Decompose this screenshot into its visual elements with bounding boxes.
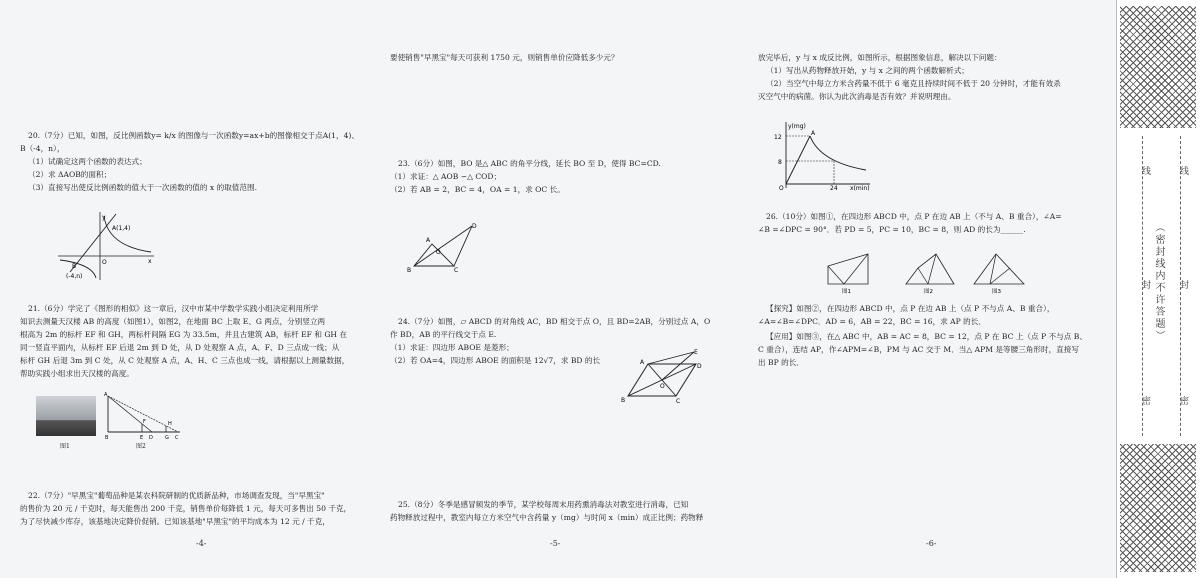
q21-line: 同一竖直平面内，从标杆 EF 后退 2m 到 D 处，从 D 处观察 A 点，A、F、D 三点成一线；从 (20, 343, 340, 352)
q20-label-o: O (102, 259, 107, 266)
page-number: -5- (550, 539, 561, 548)
q20-sub2: （2）求 ΔAOB的面积； (28, 170, 112, 179)
q21-line: 知识去测量天汉楼 AB 的高度（如图1），如图2，在地面 BC 上取 E、G 两点，分别竖立两 (20, 317, 326, 326)
question-20 (20, 129, 370, 194)
seal-mark-mid-right: 封 (1178, 280, 1188, 291)
q24-line2: 作 BD，AB 的平行线交于点 E. (390, 330, 497, 339)
tower-photo (36, 396, 96, 436)
q25-cont-sub2b: 灭空气中的病菌。你认为此次消毒是否有效？并说明理由。 (758, 92, 956, 101)
q24-line1: 24.（7分）如图，▱ ABCD 的对角线 AC，BD 相交于点 O，且 BD=2AB，分别过点 A，O (398, 317, 711, 326)
q23-sub1: （1）求证：△ AOB ∽△ COD； (390, 172, 502, 181)
q21-line: 帮助实践小组求出天汉楼的高度。 (20, 369, 134, 378)
q20-line2: B（-4，n）， (20, 144, 65, 153)
graph-tick-12: 12 (774, 134, 782, 141)
q23-line1: 23.（6分）如图，BO 是△ ABC 的角平分线，延长 BO 至 D，使得 BC=CD. (398, 159, 661, 168)
page-5 (390, 0, 750, 578)
page-number: -4- (196, 539, 207, 548)
q23-sub2: （2）若 AB = 2，BC = 4，OA = 1，求 OC 长。 (390, 185, 565, 194)
fig3-caption: 图3 (992, 289, 1001, 295)
page-4 (20, 0, 370, 578)
q25-cont-sub2a: （2）当空气中每立方米含药量不低于 6 毫克且持续时间不低于 20 分钟时，才能有效杀 (766, 79, 1061, 88)
q24-sub1: （1）求证：四边形 ABOE 是菱形； (390, 343, 514, 352)
q21-line: 标杆 GH 后退 3m 到 C 处，从 C 处观察 A 点，A、H、C 三点也成一线，请根据以上测量数据， (20, 356, 350, 365)
q25-cont-sub1: （1）写出从药物释放开始，y 与 x 之间的两个函数解析式； (766, 66, 969, 75)
q24-label-d: D (697, 363, 702, 370)
q23-label-a: A (426, 237, 431, 244)
graph-tick-24: 24 (830, 185, 838, 192)
fig2-caption: 图2 (924, 289, 933, 295)
q24-label-b: B (621, 397, 626, 404)
q20-label-y: y (102, 214, 106, 221)
q21-line: 21.（6分）学完了《图形的相似》这一章后，汉中市某中学数学实践小组决定利用所学 (28, 304, 319, 313)
apply-line3: 出 BP 的长． (758, 358, 804, 367)
q23-figure (406, 220, 482, 276)
q23-label-o: O (436, 249, 441, 256)
q20-line1: 20.（7分）已知，如图，反比例函数y= k/x 的图像与一次函数y=ax+b的图像相交于点A(1，4)、 (28, 131, 359, 140)
q22-line: 为了尽快减少库存，该基地决定降价促销。已知该基地"早黑宝"的平均成本为 12 元 / 千克， (20, 517, 330, 526)
q25-continued (758, 51, 1110, 103)
q26-figure-3 (974, 254, 1024, 284)
q25-line2: 药物释放过程中，教室内每立方米空气中含药量 y（mg）与时间 x（min）成正比例；药物释 (390, 513, 704, 522)
q20-label-b: B (72, 263, 77, 270)
graph-x-label: x(min) (850, 185, 870, 192)
question-25 (390, 498, 750, 524)
q26-apply (758, 330, 1110, 369)
q23-label-d: D (472, 223, 477, 230)
q22-cont-line: 要使销售"早黑宝"每天可获利 1750 元，则销售单价应降低多少元？ (390, 53, 619, 62)
explore-line1: 【探究】如图②，在四边形 ABCD 中，点 P 在边 AB 上（点 P 不与点 A、B 重合）， (766, 304, 1055, 313)
q20-label-b-coord: (-4,n) (66, 273, 83, 280)
q21-line: 根高为 2m 的标杆 EF 和 GH，两标杆间隔 EG 为 33.5m，并且古建筑 AB，标杆 EF 和 GH 在 (20, 330, 348, 339)
graph-label-a: A (811, 130, 816, 137)
hatch-pattern-top (1120, 6, 1196, 128)
fig2-caption: 图2 (136, 443, 146, 450)
q21-label-b: B (105, 435, 109, 441)
q20-label-x: x (148, 258, 152, 265)
seal-mark-mid: 封 (1140, 280, 1150, 291)
explore-line2: ∠A=∠B=∠DPC．AD = 6，AB = 22，BC = 16，求 AP 的长． (758, 317, 986, 326)
q23-label-b: B (407, 267, 412, 274)
fig1-caption: 图1 (60, 443, 70, 450)
apply-line2: C 重合），连结 AP，作∠APM=∠B，PM 与 AC 交于 M．当△ APM 是等腰三角形时，直接写 (758, 345, 1079, 354)
q26-figure-1 (828, 254, 868, 284)
fig1-caption: 图1 (842, 289, 851, 295)
question-23 (390, 157, 750, 196)
q25-graph (770, 118, 876, 192)
seal-mark-top-right: 线 (1178, 166, 1188, 177)
apply-line1: 【应用】如图③，在△ ABC 中，AB = AC = 8，BC = 12，点 P 在 BC 上（点 P 不与点 B、 (766, 332, 1087, 341)
seal-mark-top: 线 (1140, 166, 1150, 177)
q26-figure-2 (906, 254, 954, 284)
q24-label-o: O (660, 383, 665, 390)
q21-figure (104, 392, 184, 444)
hatch-pattern-bottom (1120, 444, 1196, 572)
q21-label-g: G (165, 435, 169, 441)
q20-figure (56, 210, 156, 282)
q22-line: 的售价为 20 元 / 千克时，每天能售出 200 千克，销售单价每降低 1 元，每天可多售出 50 千克， (20, 504, 352, 513)
q21-label-d: D (149, 435, 153, 441)
q26-explore (758, 302, 1110, 328)
q23-label-c: C (454, 267, 459, 274)
q26-line2: ∠B =∠DPC = 90°．若 PD = 5，PC = 10，BC = 8，则 AD 的长为______. (758, 225, 1026, 234)
q22-continued (390, 51, 750, 64)
q24-sub2: （2）若 OA=4，四边形 ABOE 的面积是 12√7，求 BD 的长 (390, 356, 601, 365)
q21-label-f: F (143, 419, 146, 425)
graph-y-label: y(mg) (788, 123, 806, 130)
seal-mark-bottom-right: 密 (1178, 396, 1188, 407)
page-number: -6- (926, 539, 937, 548)
seal-mark-bottom: 密 (1140, 396, 1150, 407)
q26-figures (824, 248, 1050, 296)
q21-label-c: C (175, 435, 179, 441)
q21-label-e: E (140, 435, 144, 441)
graph-origin: O (779, 185, 784, 192)
q25-line1: 25.（8分）冬季是感冒频发的季节，某学校每周末用药熏消毒法对教室进行消毒，已知 (398, 500, 689, 509)
page-6 (758, 0, 1110, 578)
q20-sub3: （3）直接写出使反比例函数的值大于一次函数的值的 x 的取值范围. (28, 183, 257, 192)
question-26 (758, 210, 1110, 236)
q24-figure (620, 346, 704, 406)
graph-tick-8: 8 (778, 159, 782, 166)
q24-label-c: C (676, 398, 681, 405)
q21-label-a: A (104, 392, 108, 398)
q22-line: 22.（7分）"早黑宝"葡萄品种是某农科院研制的优质新品种，市场调查发现，当"早黑宝" (28, 491, 325, 500)
q25-cont-line1: 放完毕后，y 与 x 成反比例，如图所示，根据图象信息，解决以下问题： (758, 53, 1002, 62)
q20-sub1: （1）试确定这两个函数的表达式； (28, 157, 147, 166)
question-21 (20, 302, 370, 380)
q24-label-e: E (694, 349, 698, 356)
q24-label-a: A (640, 359, 645, 366)
q20-label-a: A(1,4) (112, 225, 131, 232)
q26-line1: 26.（10分）如图①，在四边形 ABCD 中，点 P 在边 AB 上（不与 A、B 重合），∠A= (766, 212, 1062, 221)
question-22 (20, 489, 370, 528)
q21-label-h: H (168, 421, 172, 427)
seal-notice: （密封线内不许答题） (1153, 222, 1164, 342)
